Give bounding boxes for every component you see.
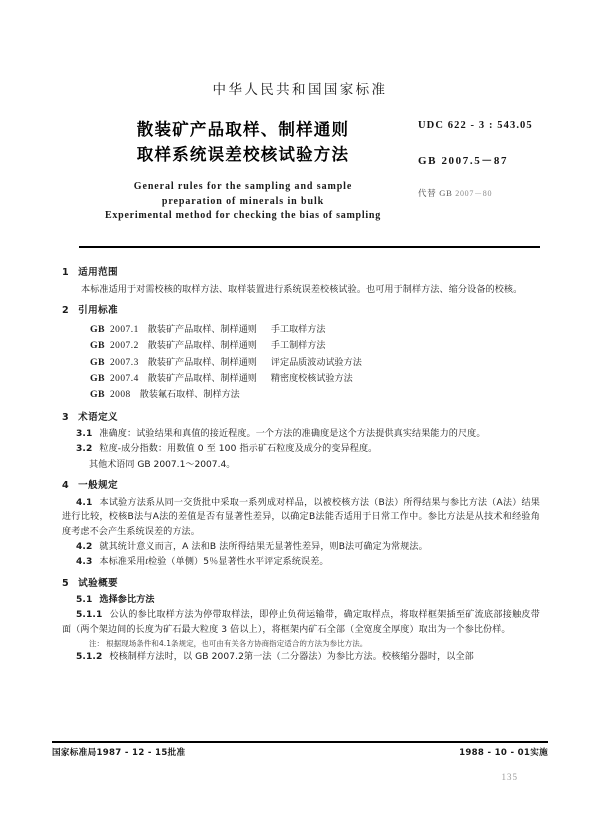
clause-4-3-text-post: 检验（单侧）5％显著性水平评定系统误差。: [148, 557, 329, 568]
list-item: [90, 322, 540, 338]
ref-title-1: 散装矿产品取样、制样通则: [147, 341, 257, 352]
ref-method-2: 评定品质波动试验方法: [270, 357, 362, 368]
title-english: [78, 180, 408, 224]
section-3-title: 术语定义: [78, 411, 119, 423]
note-label: 注：: [89, 639, 105, 649]
section-3-heading: [62, 411, 540, 426]
ref-title-0: 散装矿产品取样、制样通则: [147, 324, 257, 335]
list-item: [90, 355, 540, 371]
section-1-number: 1: [62, 267, 70, 278]
clause-5-1-1-note: [62, 638, 540, 650]
ref-gb-3: GB: [90, 373, 105, 384]
section-2-number: 2: [62, 305, 70, 317]
clause-4-3-t-symbol: t: [145, 556, 149, 567]
list-item: [90, 338, 540, 354]
clause-5-1-2-text: 校核制样方法时，以 GB 2007.2第一法（二分器法）为参比方法。校核缩分器时，以全部: [109, 652, 474, 663]
section-2-heading: [62, 304, 540, 319]
section-4-number: 4: [62, 480, 70, 492]
footer-effective-text: 1988 - 10 - 01实施: [459, 748, 548, 758]
clause-5-1-1: [62, 608, 540, 637]
title-english-line-1: General rules for the sampling and sample: [133, 181, 353, 192]
section-4-title: 一般规定: [78, 480, 119, 492]
clause-4-2-number: 4.2: [76, 541, 93, 552]
page-number: 135: [501, 772, 518, 782]
ref-gb-1: GB: [90, 340, 105, 352]
clause-3-1: [62, 427, 540, 442]
clause-4-3-text-pre: 本标准采用: [99, 557, 146, 568]
document-body: [62, 266, 540, 665]
section-2-title: 引用标准: [78, 305, 119, 317]
clause-5-1-2-number: 5.1.2: [76, 652, 103, 663]
title-english-line-2: preparation of minerals in bulk: [161, 195, 325, 207]
masthead: [0, 78, 600, 98]
clause-4-2: [62, 540, 540, 555]
national-standard-header: 中华人民共和国国家标准: [212, 82, 388, 98]
ref-title-3: 散装矿产品取样、制样通则: [147, 374, 257, 384]
ref-no-2: 2007.3: [109, 357, 139, 368]
list-item: [90, 387, 540, 403]
clause-3-2: [62, 442, 540, 457]
section-5-heading: [62, 577, 540, 592]
ref-method-1: 手工制样方法: [270, 341, 326, 352]
referenced-standards-list: [62, 322, 540, 404]
ref-title-2: 散装矿产品取样、制样通则: [147, 357, 257, 368]
clause-5-1: [62, 593, 540, 608]
ref-gb-4: GB: [90, 389, 105, 401]
ref-method-0: 手工取样方法: [270, 324, 326, 335]
note-text: 根据现场条件和4.1条规定，也可由有关各方协商指定适合的方法为参比方法。: [106, 639, 368, 649]
supersede-label: 代替: [418, 189, 437, 199]
section-5-number: 5: [62, 577, 70, 589]
footer-approval-text: 国家标准局1987 - 12 - 15批准: [52, 748, 186, 758]
standard-codes-block: [418, 120, 588, 199]
clause-5-1-1-number: 5.1.1: [76, 609, 103, 620]
section-3-number: 3: [62, 411, 70, 423]
clause-3-other-terms: 其他术语同 GB 2007.1～2007.4。: [89, 459, 236, 470]
title-block: [78, 117, 408, 224]
section-4-heading: [62, 479, 540, 494]
clause-4-1-text: 本试验方法系从同一交货批中采取一系列成对样品，以被校核方法（B法）所得结果与参比方法（A法）结果进行比较，校核B法与A法的差值是否有显著性差异，以确定B法能否适用于日常工作中。参比方法是从技术和经验角度考虑不会产生系统误差的方法。: [62, 497, 540, 537]
header-divider-rule: [79, 246, 540, 248]
page-footer: [52, 746, 548, 758]
footer-divider-rule: [52, 741, 548, 743]
title-chinese-line-1: 散装矿产品取样、制样通则: [136, 120, 350, 139]
ref-no-4: 2008: [109, 390, 131, 401]
title-english-line-3: Experimental method for checking the bias of sampling: [105, 210, 381, 221]
clause-4-1-number: 4.1: [76, 497, 93, 508]
section-1-paragraph: 本标准适用于对需校核的取样方法、取样装置进行系统误差校核试验。也可用于制样方法、缩分设备的校核。: [81, 284, 523, 295]
clause-3-1-number: 3.1: [76, 429, 93, 440]
clause-4-2-text: 就其统计意义而言，A 法和B 法所得结果无显著性差异，则B法可确定为常规法。: [99, 541, 428, 552]
clause-3-2-text: 粒度-成分指数：用数值 0 至 100 指示矿石粒度及成分的变异程度。: [99, 444, 378, 454]
clause-3-2-number: 3.2: [76, 444, 93, 454]
ref-no-3: 2007.4: [109, 374, 139, 384]
list-item: [90, 371, 540, 387]
section-1-heading: [62, 266, 540, 281]
superseded-standard: [418, 187, 588, 199]
udc-code: UDC 622 - 3 : 543.05: [418, 120, 533, 131]
clause-4-3: [62, 554, 540, 570]
clause-4-1: [62, 496, 540, 540]
clause-5-1-2: [62, 650, 540, 665]
ref-no-0: 2007.1: [109, 324, 139, 335]
ref-gb-0: GB: [90, 323, 105, 335]
clause-5-1-number: 5.1: [76, 595, 93, 606]
section-5-title: 试验概要: [78, 577, 119, 589]
ref-title-4: 散装氟石取样、制样方法: [139, 390, 240, 401]
clause-5-1-1-text: 公认的参比取样方法为停带取样法，即停止负荷运输带，确定取样点，将取样框架插至矿流底部接触皮带面（两个架边间的长度为矿石最大粒度 3 倍以上），将框架内矿石全部（全宽度全厚度）取出为一个参比份样。: [62, 609, 540, 635]
supersede-gb: GB: [439, 188, 453, 198]
standard-number: GB 2007.5－87: [418, 155, 509, 167]
title-chinese-line-2: 取样系统误差校核试验方法: [136, 145, 350, 164]
section-1-title: 适用范围: [78, 267, 119, 278]
clause-4-3-number: 4.3: [76, 557, 93, 568]
clause-5-1-title: 选择参比方法: [99, 595, 155, 606]
ref-gb-2: GB: [90, 356, 105, 368]
supersede-number: 2007－80: [455, 189, 493, 198]
ref-method-3: 精密度校核试验方法: [270, 374, 353, 384]
clause-3-1-text: 准确度：试验结果和真值的接近程度。一个方法的准确度是这个方法提供真实结果能力的尺度。: [99, 429, 486, 440]
ref-no-1: 2007.2: [109, 341, 139, 352]
